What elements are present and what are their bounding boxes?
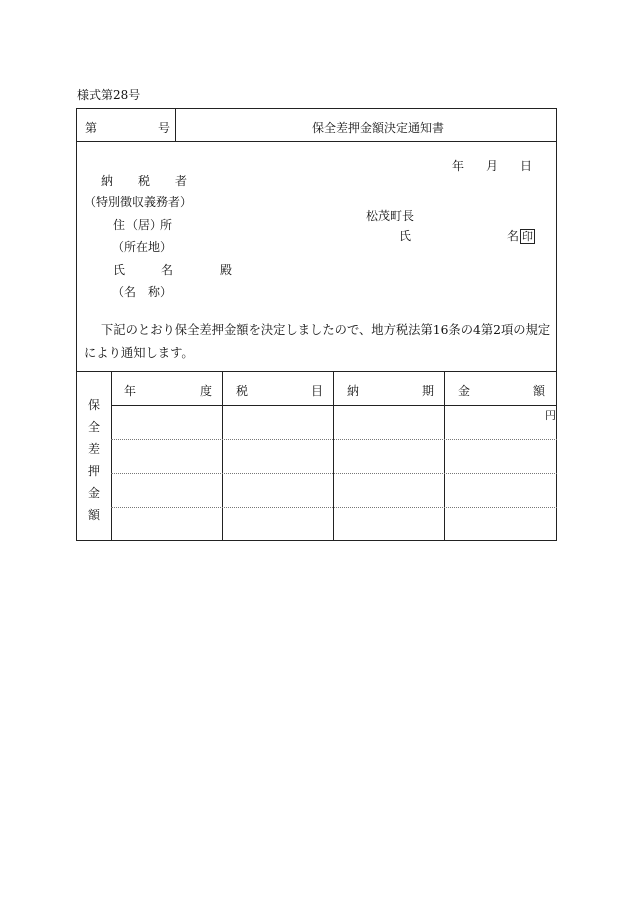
col-header-noki-left: 納 bbox=[347, 384, 360, 398]
yen-unit: 円 bbox=[545, 409, 556, 422]
side-label-4: 押 bbox=[87, 464, 100, 478]
table-row-line-3 bbox=[111, 507, 557, 508]
col-header-nendo-left: 年 bbox=[124, 384, 137, 398]
col-header-zeimoku-left: 税 bbox=[236, 384, 249, 398]
table-col-divider-1 bbox=[222, 371, 223, 541]
side-label-3: 差 bbox=[87, 442, 100, 456]
table-side-divider bbox=[111, 371, 112, 541]
table-row-line-1 bbox=[111, 439, 557, 440]
header-bottom-line bbox=[76, 141, 557, 142]
table-top-line bbox=[76, 371, 557, 372]
location-label: （所在地） bbox=[112, 240, 173, 254]
nozeisha-2: 税 bbox=[138, 174, 151, 188]
tokubetsu-label: （特別徴収義務者） bbox=[84, 195, 193, 209]
address-label-3: 所 bbox=[160, 218, 173, 232]
table-col-divider-2 bbox=[333, 371, 334, 541]
issuer-mei-label: 名 bbox=[507, 229, 520, 243]
side-label-1: 保 bbox=[87, 398, 100, 412]
side-label-2: 全 bbox=[87, 420, 100, 434]
side-label-5: 金 bbox=[87, 486, 100, 500]
address-label-1: 住 bbox=[113, 218, 126, 232]
col-header-noki-right: 期 bbox=[422, 384, 435, 398]
col-header-kingaku-right: 額 bbox=[533, 384, 546, 398]
issuer-title: 松茂町長 bbox=[366, 209, 415, 223]
meisho-label-1: （名 bbox=[112, 285, 137, 299]
issuer-mei bbox=[507, 227, 535, 244]
address-label-2: （居） bbox=[126, 218, 163, 232]
name-label-dono: 殿 bbox=[220, 263, 233, 277]
number-dai: 第 bbox=[85, 121, 98, 135]
table-row-line-2 bbox=[111, 473, 557, 474]
header-divider bbox=[175, 108, 176, 141]
form-number: 様式第28号 bbox=[77, 88, 141, 102]
meisho-label-2: 称） bbox=[148, 285, 173, 299]
name-label-2: 名 bbox=[161, 263, 174, 277]
number-go: 号 bbox=[158, 121, 171, 135]
notice-text-line2: により通知します。 bbox=[84, 346, 194, 360]
table-col-divider-3 bbox=[444, 371, 445, 541]
table-header-line bbox=[111, 405, 557, 406]
nozeisha-3: 者 bbox=[175, 174, 188, 188]
notice-text-line1: 下記のとおり保全差押金額を決定しましたので、地方税法第16条の4第2項の規定 bbox=[101, 323, 551, 337]
date-year: 年 bbox=[452, 159, 465, 173]
nozeisha-1: 納 bbox=[101, 174, 114, 188]
issuer-shi: 氏 bbox=[399, 229, 412, 243]
seal-mark: 印 bbox=[522, 230, 534, 243]
date-month: 月 bbox=[486, 159, 499, 173]
side-label-6: 額 bbox=[87, 508, 100, 522]
document-title: 保全差押金額決定通知書 bbox=[312, 121, 445, 135]
col-header-nendo-right: 度 bbox=[200, 384, 213, 398]
col-header-zeimoku-right: 目 bbox=[311, 384, 324, 398]
name-label-1: 氏 bbox=[113, 263, 126, 277]
col-header-kingaku-left: 金 bbox=[458, 384, 471, 398]
date-day: 日 bbox=[520, 159, 533, 173]
